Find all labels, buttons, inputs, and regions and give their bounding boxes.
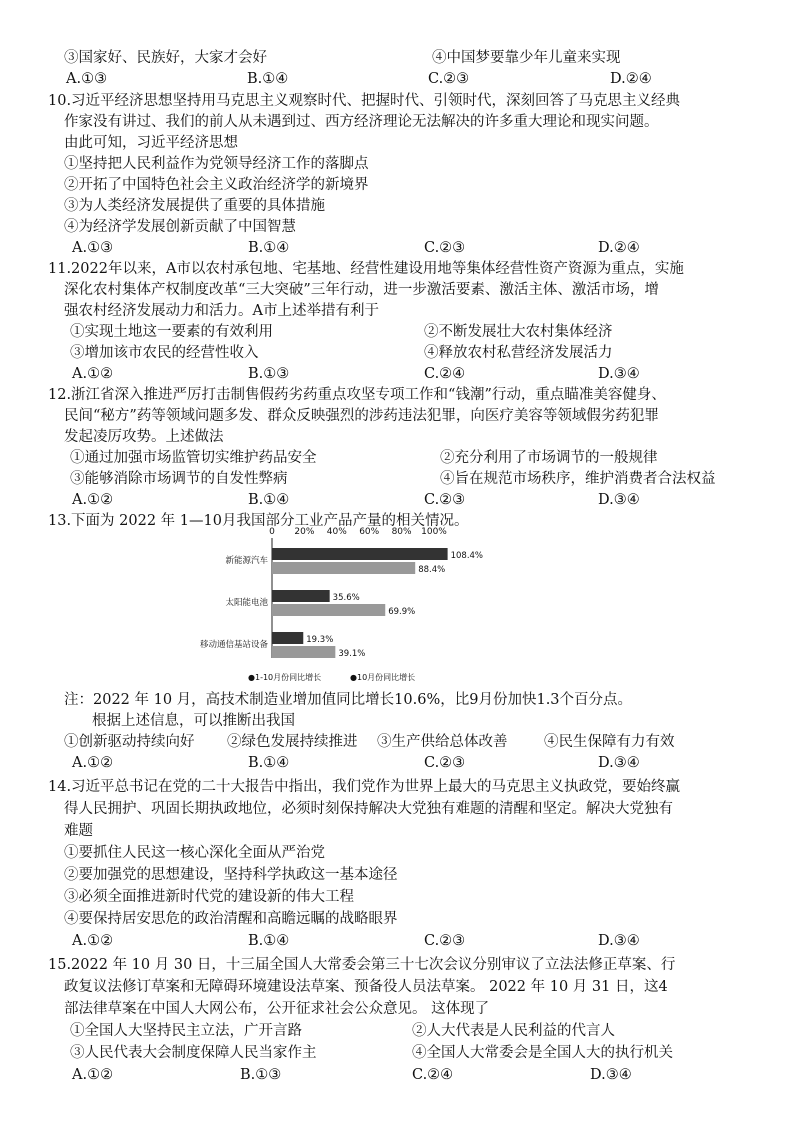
q9-item-3: ③国家好、民族好，大家才会好 [64,50,267,66]
q13-chart-svg [200,524,500,684]
q13-bar-chart [200,524,500,684]
q15-option-c[interactable]: C.②④ [412,1067,454,1083]
q15-option-d[interactable]: D.③④ [590,1067,632,1083]
q13-option-c[interactable]: C.②③ [424,755,466,771]
q15-stem-2: 政复议法修订草案和无障碍环境建设法草案、预备役人员法草案。 2022 年 10 月 31 日，这4 [64,979,668,995]
bar-value-label: 35.6% [332,593,360,603]
bar [272,562,415,574]
q10-option-b[interactable]: B.①④ [248,240,290,256]
x-tick-label: 60% [359,527,380,537]
q14-item-3: ③必须全面推进新时代党的建设新的伟大工程 [64,889,354,905]
q12-item-2: ②充分利用了市场调节的一般规律 [440,450,658,466]
q12-option-c[interactable]: C.②③ [424,492,466,508]
q9-option-d[interactable]: D.②④ [610,71,652,87]
q11-item-4: ④释放农村私营经济发展活力 [424,345,613,361]
category-label: 移动通信基站设备 [200,640,268,650]
q15-item-3: ③人民代表大会制度保障人民当家作主 [70,1045,317,1061]
q13-option-d[interactable]: D.③④ [598,755,640,771]
q11-option-c[interactable]: C.②④ [424,366,466,382]
category-label: 太阳能电池 [225,598,268,608]
q13-lead: 根据上述信息，可以推断出我国 [92,713,295,729]
q12-option-a[interactable]: A.①② [72,492,114,508]
q10-item-2: ②开拓了中国特色社会主义政治经济学的新境界 [64,177,369,193]
q11-stem-2: 深化农村集体产权制度改革“三大突破”三年行动，进一步激活要素、激活主体、激活市场，增 [64,282,659,298]
q15-item-1: ①全国人大坚持民主立法，广开言路 [70,1023,302,1039]
q14-option-b[interactable]: B.①④ [248,933,290,949]
q13-item-2: ②绿色发展持续推进 [227,734,358,750]
q14-item-2: ②要加强党的思想建设，坚持科学执政这一基本途径 [64,867,398,883]
q10-option-a[interactable]: A.①③ [72,240,114,256]
q9-item-4: ④中国梦要靠少年儿童来实现 [432,50,621,66]
bar-value-label: 108.4% [450,551,484,561]
x-tick-label: 20% [294,527,315,537]
q12-item-3: ③能够消除市场调节的自发性弊病 [70,471,288,487]
bar [272,548,448,560]
q11-option-a[interactable]: A.①② [72,366,114,382]
q15-option-a[interactable]: A.①② [72,1067,114,1083]
q13-item-4: ④民生保障有力有效 [544,734,675,750]
q14-stem-2: 得人民拥护、巩固长期执政地位，必须时刻保持解决大党独有难题的清醒和坚定。解决大党独有 [64,801,673,817]
q9-option-a[interactable]: A.①③ [66,71,108,87]
q15-item-4: ④全国人大常委会是全国人大的执行机关 [412,1045,673,1061]
q11-stem-3: 强农村经济发展动力和活力。A市上述举措有利于 [64,303,379,319]
legend-item: ●1-10月份同比增长 [248,673,322,682]
bar-value-label: 88.4% [418,565,446,575]
q10-stem-1: 10.习近平经济思想坚持用马克思主义观察时代、把握时代、引领时代，深刻回答了马克思主义经典 [48,93,681,109]
bar [272,590,330,602]
q11-option-d[interactable]: D.③④ [598,366,640,382]
q11-item-1: ①实现土地这一要素的有效利用 [70,324,273,340]
q9-option-b[interactable]: B.①④ [247,71,289,87]
bar-value-label: 19.3% [306,635,334,645]
q11-item-3: ③增加该市农民的经营性收入 [70,345,259,361]
bar [272,604,385,616]
q14-option-c[interactable]: C.②③ [424,933,466,949]
bar [272,632,303,644]
q15-stem-1: 15.2022 年 10 月 30 日，十三届全国人大常委会第三十七次会议分别审议了立法法修正草案、行 [48,957,676,973]
q10-option-d[interactable]: D.②④ [598,240,640,256]
x-tick-label: 80% [391,527,412,537]
q12-stem-3: 发起凌厉攻势。上述做法 [64,429,224,445]
q11-option-b[interactable]: B.①③ [248,366,290,382]
category-label: 新能源汽车 [225,556,268,566]
bar-value-label: 69.9% [388,607,416,617]
q12-option-d[interactable]: D.③④ [598,492,640,508]
q13-item-3: ③生产供给总体改善 [377,734,508,750]
q12-option-b[interactable]: B.①④ [248,492,290,508]
q12-item-4: ④旨在规范市场秩序，维护消费者合法权益 [440,471,716,487]
q12-item-1: ①通过加强市场监管切实维护药品安全 [70,450,317,466]
x-tick-label: 100% [421,527,447,537]
q10-option-c[interactable]: C.②③ [424,240,466,256]
q10-item-4: ④为经济学发展创新贡献了中国智慧 [64,219,296,235]
q15-item-2: ②人大代表是人民利益的代言人 [412,1023,615,1039]
q14-option-a[interactable]: A.①② [72,933,114,949]
q15-stem-3: 部法律草案在中国人大网公布，公开征求社会公众意见。 这体现了 [64,1001,490,1017]
x-tick-label: 40% [326,527,347,537]
bar [272,646,335,658]
q14-stem-3: 难题 [64,823,93,839]
q15-option-b[interactable]: B.①③ [240,1067,282,1083]
q10-stem-3: 由此可知，习近平经济思想 [64,135,238,151]
q13-note: 注：2022 年 10 月，高技术制造业增加值同比增长10.6%，比9月份加快1.3个百分点。 [64,692,633,708]
q14-item-4: ④要保持居安思危的政治清醒和高瞻远瞩的战略眼界 [64,911,398,927]
q12-stem-1: 12.浙江省深入推进严厉打击制售假药劣药重点攻坚专项工作和“钱潮”行动，重点瞄准美容健身、 [48,387,666,403]
legend-item: ●10月份同比增长 [350,673,416,682]
q13-option-b[interactable]: B.①④ [248,755,290,771]
q10-stem-2: 作家没有讲过、我们的前人从未遇到过、西方经济理论无法解决的许多重大理论和现实问题。 [64,114,659,130]
q11-item-2: ②不断发展壮大农村集体经济 [424,324,613,340]
q10-item-3: ③为人类经济发展提供了重要的具体措施 [64,198,325,214]
q12-stem-2: 民间“秘方”药等领域问题多发、群众反映强烈的涉药违法犯罪，向医疗美容等领域假劣药犯罪 [64,408,659,424]
q14-stem-1: 14.习近平总书记在党的二十大报告中指出，我们党作为世界上最大的马克思主义执政党，要始终赢 [48,779,681,795]
q13-stem: 13.下面为 2022 年 1—10月我国部分工业产品产量的相关情况。 [48,513,469,529]
q9-option-c[interactable]: C.②③ [428,71,470,87]
x-tick-label: 0 [269,527,275,537]
q14-item-1: ①要抓住人民这一核心深化全面从严治党 [64,845,325,861]
bar-value-label: 39.1% [338,649,366,659]
q10-item-1: ①坚持把人民利益作为党领导经济工作的落脚点 [64,156,369,172]
q14-option-d[interactable]: D.③④ [598,933,640,949]
q11-stem-1: 11.2022年以来，A市以农村承包地、宅基地、经营性建设用地等集体经营性资产资源为重点，实施 [48,261,684,277]
q13-option-a[interactable]: A.①② [72,755,114,771]
q13-item-1: ①创新驱动持续向好 [64,734,195,750]
